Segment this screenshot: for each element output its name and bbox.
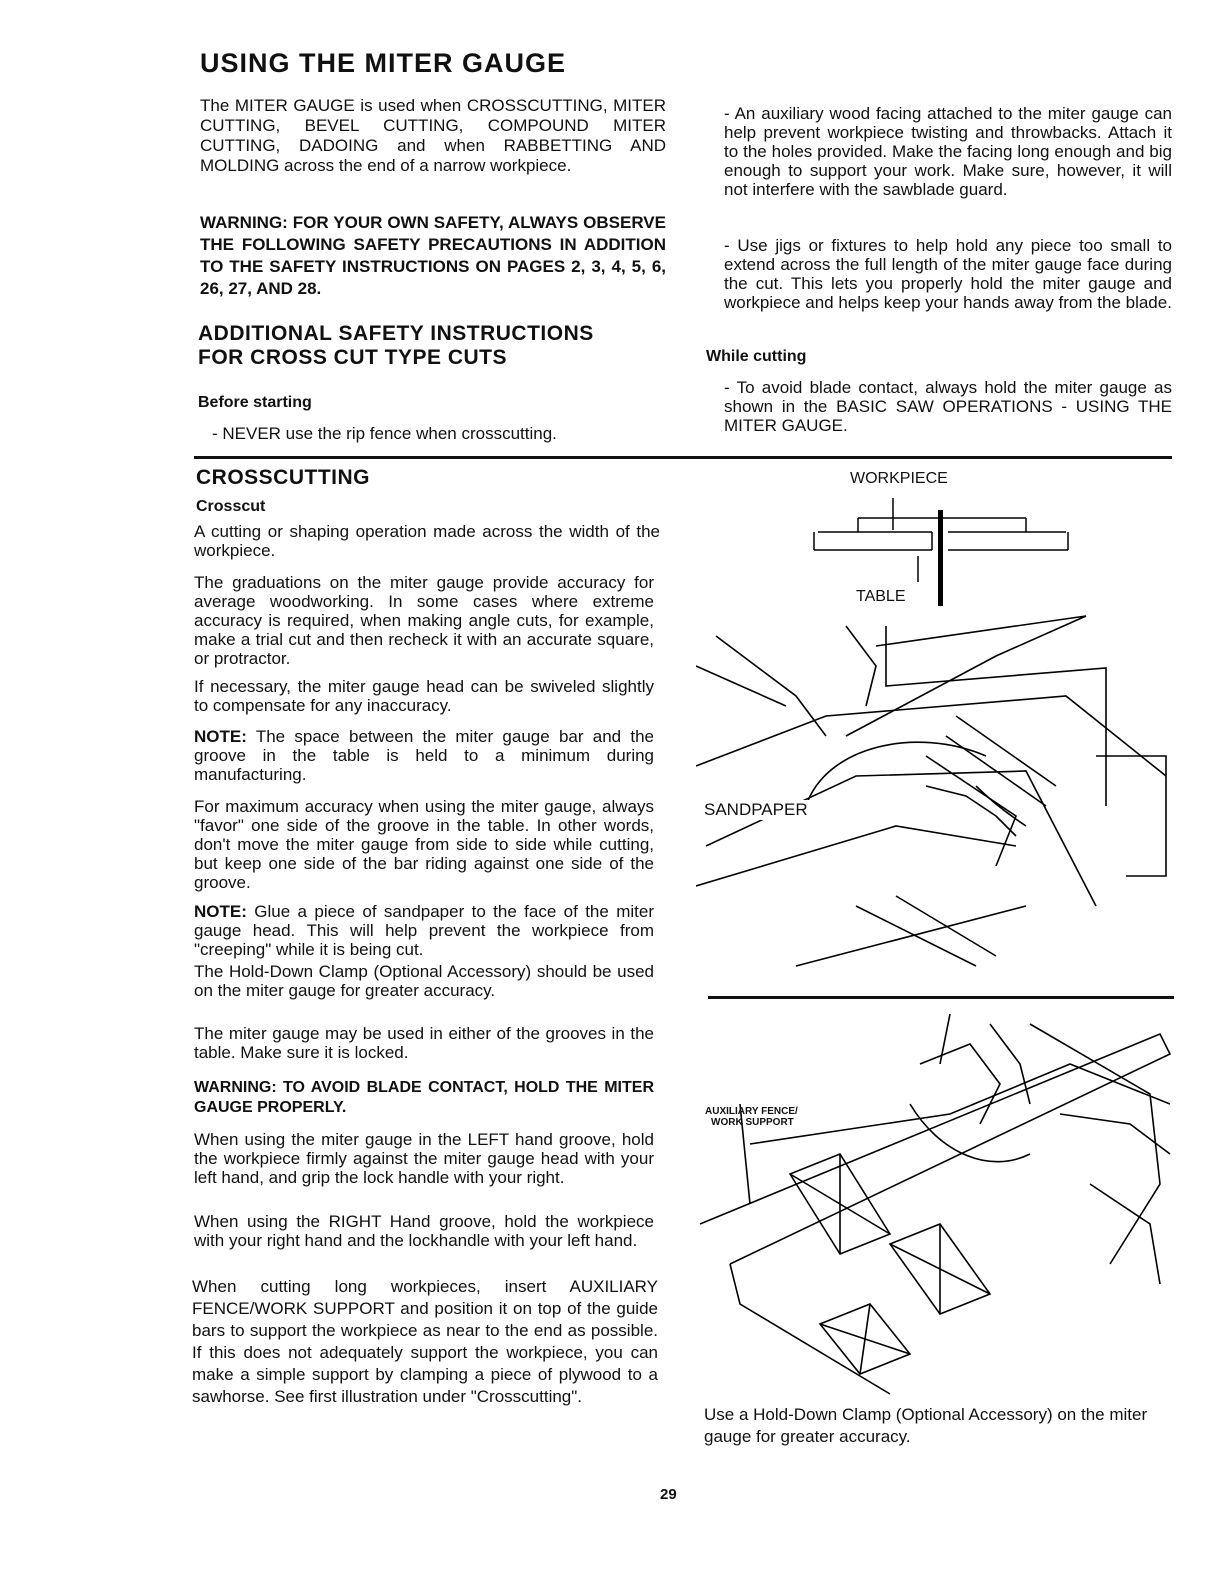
sandpaper-label: SANDPAPER: [704, 800, 808, 819]
blade-contact-warning: WARNING: TO AVOID BLADE CONTACT, HOLD THE MITER GAUGE PROPERLY.: [194, 1079, 654, 1116]
page-number: 29: [660, 1486, 677, 1503]
page-title: USING THE MITER GAUGE: [200, 48, 567, 78]
additional-safety-heading-line2: FOR CROSS CUT TYPE CUTS: [198, 346, 508, 369]
safety-warning: WARNING: FOR YOUR OWN SAFETY, ALWAYS OBSERVE THE FOLLOWING SAFETY PRECAUTIONS IN ADDITION TO THE SAFETY INSTRUCTIONS ON PAGES 2, 3, 4, 5, 6, 26, 27, AND 28.: [200, 213, 666, 298]
additional-safety-heading-line1: ADDITIONAL SAFETY INSTRUCTIONS: [198, 322, 594, 345]
before-starting-subheading: Before starting: [198, 394, 312, 411]
while-cutting-subheading: While cutting: [706, 348, 807, 365]
note-label: NOTE:: [194, 902, 247, 921]
hold-down-clamp-paragraph: The Hold-Down Clamp (Optional Accessory) should be used on the miter gauge for greater accuracy.: [194, 962, 654, 1000]
crosscutting-heading: CROSSCUTTING: [196, 466, 370, 489]
figure-caption: Use a Hold-Down Clamp (Optional Accessory) on the miter gauge for greater accuracy.: [704, 1405, 1148, 1446]
note-sandpaper-text: Glue a piece of sandpaper to the face of the miter gauge head. This will help prevent the workpiece from "creeping" while it is being cut.: [194, 902, 654, 959]
auxiliary-fence-illustration: [690, 1004, 1176, 1396]
jigs-fixtures-item: - Use jigs or fixtures to help hold any piece too small to extend across the full length of the miter gauge face during the cut. This lets you properly hold the miter gauge and workpiece and helps keep your hands away from the blade.: [724, 236, 1172, 312]
crosscut-definition: A cutting or shaping operation made across the width of the workpiece.: [194, 522, 660, 560]
favor-groove-paragraph: For maximum accuracy when using the miter gauge, always "favor" one side of the groove in the table. In other words, don't move the miter gauge from side to side while cutting, but keep one side of the bar riding against one side of the groove.: [194, 797, 654, 892]
section-divider: [194, 456, 1172, 459]
note-sandpaper-paragraph: [194, 902, 654, 959]
auxiliary-fence-label-line2: WORK SUPPORT: [711, 1117, 794, 1128]
swivel-paragraph: If necessary, the miter gauge head can be swiveled slightly to compensate for any inaccuracy.: [194, 677, 654, 715]
right-groove-paragraph: When using the RIGHT Hand groove, hold the workpiece with your right hand and the lockhandle with your left hand.: [194, 1212, 654, 1250]
workpiece-label: WORKPIECE: [850, 470, 948, 487]
while-cutting-item: - To avoid blade contact, always hold the miter gauge as shown in the BASIC SAW OPERATIONS - USING THE MITER GAUGE.: [724, 378, 1172, 435]
workpiece-table-diagram: [800, 490, 1090, 610]
auxiliary-fence-label-line1: AUXILIARY FENCE/: [705, 1106, 798, 1117]
crosscut-subheading: Crosscut: [196, 498, 266, 515]
figure-divider: [708, 996, 1174, 999]
auxiliary-facing-item: - An auxiliary wood facing attached to the miter gauge can help prevent workpiece twisting and throwbacks. Attach it to the holes provided. Make the facing long enough and big enough to support your work. Make sure, however, it will not interfere with the sawblade guard.: [724, 104, 1172, 199]
note-label: NOTE:: [194, 727, 247, 746]
graduations-paragraph: The graduations on the miter gauge provide accuracy for average woodworking. In some cases where extreme accuracy is required, when making angle cuts, for example, make a trial cut and then recheck it with an accurate square, or protractor.: [194, 573, 654, 668]
either-groove-paragraph: The miter gauge may be used in either of the grooves in the table. Make sure it is locked.: [194, 1024, 654, 1062]
left-groove-paragraph: When using the miter gauge in the LEFT hand groove, hold the workpiece firmly against the miter gauge head with your left hand, and grip the lock handle with your right.: [194, 1130, 654, 1187]
long-workpiece-paragraph: When cutting long workpieces, insert AUXILIARY FENCE/WORK SUPPORT and position it on top of the guide bars to support the workpiece as near to the end as possible. If this does not adequately support the workpiece, you can make a simple support by clamping a piece of plywood to a sawhorse. See first illustration under "Crosscutting".: [192, 1277, 658, 1406]
table-label: TABLE: [856, 588, 906, 605]
intro-paragraph: The MITER GAUGE is used when CROSSCUTTING, MITER CUTTING, BEVEL CUTTING, COMPOUND MITER CUTTING, DADOING and when RABBETTING AND MOLDING across the end of a narrow workpiece.: [200, 96, 666, 175]
saw-sandpaper-illustration: [696, 606, 1176, 982]
note-space-paragraph: [194, 727, 654, 784]
note-space-text: The space between the miter gauge bar and the groove in the table is held to a minimum during manufacturing.: [194, 727, 655, 784]
before-starting-item: - NEVER use the rip fence when crosscutting.: [212, 424, 557, 443]
auxiliary-fence-label: [705, 1106, 798, 1128]
